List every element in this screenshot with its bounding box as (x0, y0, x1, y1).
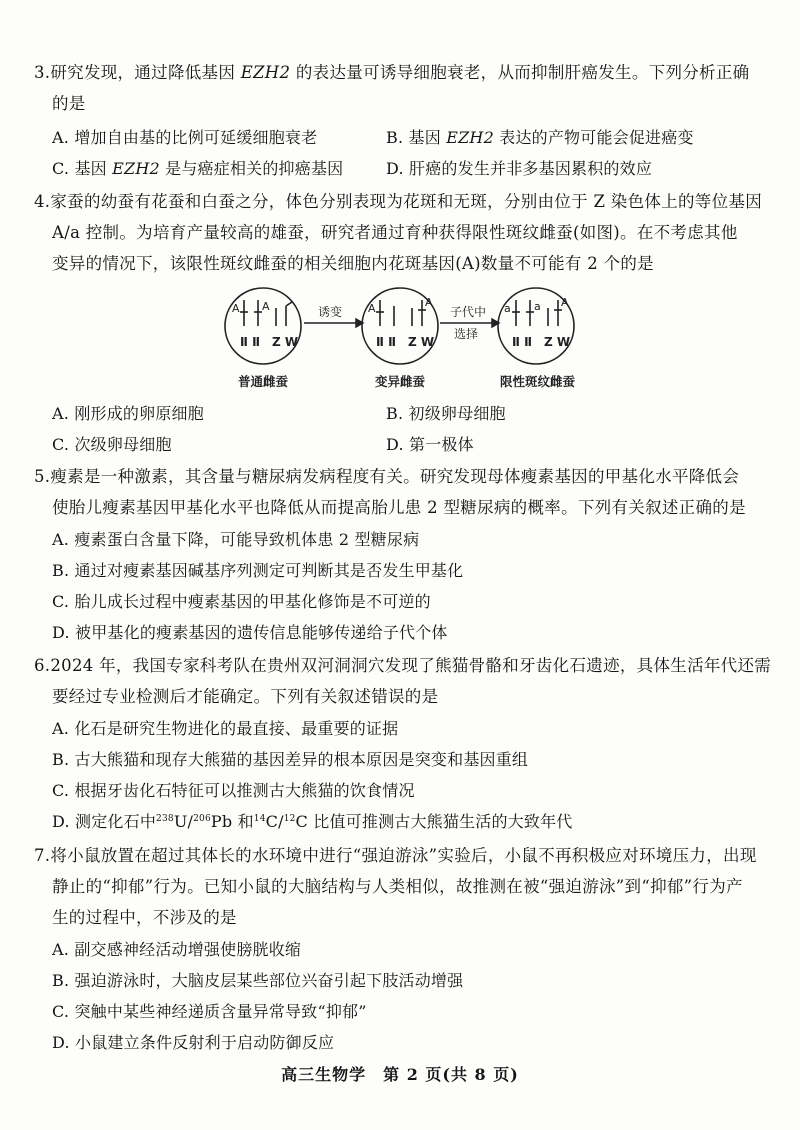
zw-label-cell1: Z W (272, 335, 299, 349)
cell-label-mutant-female: 变异雌蚕 (375, 374, 426, 389)
gene-label-a-cell3-w: A (561, 296, 569, 309)
question-4-stem-line3: 变异的情况下，该限性斑纹雌蚕的相关细胞内花斑基因(A)数量不可能有 2 个的是 (52, 254, 654, 273)
cell-label-normal-female: 普通雌蚕 (238, 374, 289, 389)
gene-label-a-cell1-left: A (232, 302, 240, 315)
gene-label-a-cell2-left: A (368, 302, 376, 315)
roman-label-cell3: Ⅱ Ⅱ (512, 335, 532, 349)
question-6-option-a: A. 化石是研究生物进化的最直接、最重要的证据 (52, 719, 399, 738)
arrow-label-mutagenesis: 诱变 (318, 305, 343, 319)
question-4-option-d: D. 第一极体 (386, 435, 474, 454)
gene-label-a-small-cell3-left: a (504, 302, 511, 315)
arrow-label-selection: 选择 (454, 327, 479, 341)
question-7-stem-line2: 静止的“抑郁”行为。已知小鼠的大脑结构与人类相似，故推测在被“强迫游泳”到“抑郁”行为产 (52, 877, 743, 896)
question-5-option-a: A. 瘦素蛋白含量下降，可能导致机体患 2 型糖尿病 (52, 530, 420, 549)
question-7-stem-line1: 7.将小鼠放置在超过其体长的水环境中进行“强迫游泳”实验后，小鼠不再积极应对环境压力，出现 (34, 846, 757, 865)
question-3-stem-line2: 的是 (52, 94, 86, 113)
question-4-option-b: B. 初级卵母细胞 (386, 404, 506, 423)
zw-label-cell2: Z W (408, 335, 435, 349)
question-5-stem-line1: 5.瘦素是一种激素，其含量与糖尿病发病程度有关。研究发现母体瘦素基因的甲基化水平降低会 (34, 467, 740, 486)
gene-label-a-small-cell3-right: a (534, 300, 541, 313)
question-7-option-c: C. 突触中某些神经递质含量异常导致“抑郁” (52, 1002, 367, 1021)
page-footer: 高三生物学 第 2 页(共 8 页) (281, 1065, 519, 1084)
question-6-stem-line1: 6.2024 年，我国专家科考队在贵州双河洞洞穴发现了熊猫骨骼和牙齿化石遗迹，具体生活年代还需 (34, 656, 772, 675)
question-6-option-d: D. 测定化石中$^{238}$U/$^{206}$Pb 和$^{14}$C/$^{12}$C 比值可推测古大熊猫生活的大致年代 (52, 812, 573, 831)
roman-label-cell2: Ⅱ Ⅱ (376, 335, 396, 349)
question-3-stem-line1: 3.研究发现，通过降低基因 EZH2 的表达量可诱导细胞衰老，从而抑制肝癌发生。下列分析正确 (34, 63, 750, 82)
question-3-option-d: D. 肝癌的发生并非多基因累积的效应 (386, 159, 653, 178)
question-5-stem-line2: 使胎儿瘦素基因甲基化水平也降低从而提高胎儿患 2 型糖尿病的概率。下列有关叙述正确的是 (52, 498, 746, 517)
question-4-stem-line2: A/a 控制。为培育产量较高的雄蚕，研究者通过育种获得限性斑纹雌蚕(如图)。在不考虑其他 (52, 223, 738, 242)
question-3-option-b: B. 基因 EZH2 表达的产物可能会促进癌变 (386, 128, 694, 147)
question-4-stem-line1: 4.家蚕的幼蚕有花蚕和白蚕之分，体色分别表现为花斑和无斑，分别由位于 Z 染色体上的等位基因 (34, 192, 762, 211)
question-7-option-d: D. 小鼠建立条件反射利于启动防御反应 (52, 1033, 335, 1052)
question-3-option-a: A. 增加自由基的比例可延缓细胞衰老 (52, 128, 318, 147)
question-7-option-b: B. 强迫游泳时，大脑皮层某些部位兴奋引起下肢活动增强 (52, 971, 464, 990)
question-7-stem-line3: 生的过程中，不涉及的是 (52, 908, 237, 927)
question-3-option-c: C. 基因 EZH2 是与癌症相关的抑癌基因 (52, 159, 344, 178)
zw-label-cell3: Z W (544, 335, 571, 349)
gene-label-a-cell2-w: A (425, 296, 433, 309)
arrow-label-offspring: 子代中 (450, 305, 487, 319)
question-5-option-b: B. 通过对瘦素基因碱基序列测定可判断其是否发生甲基化 (52, 561, 464, 580)
question-6-stem-line2: 要经过专业检测后才能确定。下列有关叙述错误的是 (52, 687, 439, 706)
question-7-option-a: A. 副交感神经活动增强使膀胱收缩 (52, 940, 302, 959)
question-5-option-c: C. 胎儿成长过程中瘦素基因的甲基化修饰是不可逆的 (52, 592, 431, 611)
silkworm-chromosome-diagram (218, 286, 588, 394)
question-4-option-a: A. 刚形成的卵原细胞 (52, 404, 204, 423)
gene-label-a-cell1-right: A (262, 300, 270, 313)
roman-label-cell1: Ⅱ Ⅱ (240, 335, 260, 349)
question-5-option-d: D. 被甲基化的瘦素基因的遗传信息能够传递给子代个体 (52, 623, 448, 642)
question-6-option-b: B. 古大熊猫和现存大熊猫的基因差异的根本原因是突变和基因重组 (52, 750, 529, 769)
cell-label-sex-limited-female: 限性斑纹雌蚕 (500, 374, 576, 389)
question-6-option-c: C. 根据牙齿化石特征可以推测古大熊猫的饮食情况 (52, 781, 415, 800)
question-4-option-c: C. 次级卵母细胞 (52, 435, 172, 454)
